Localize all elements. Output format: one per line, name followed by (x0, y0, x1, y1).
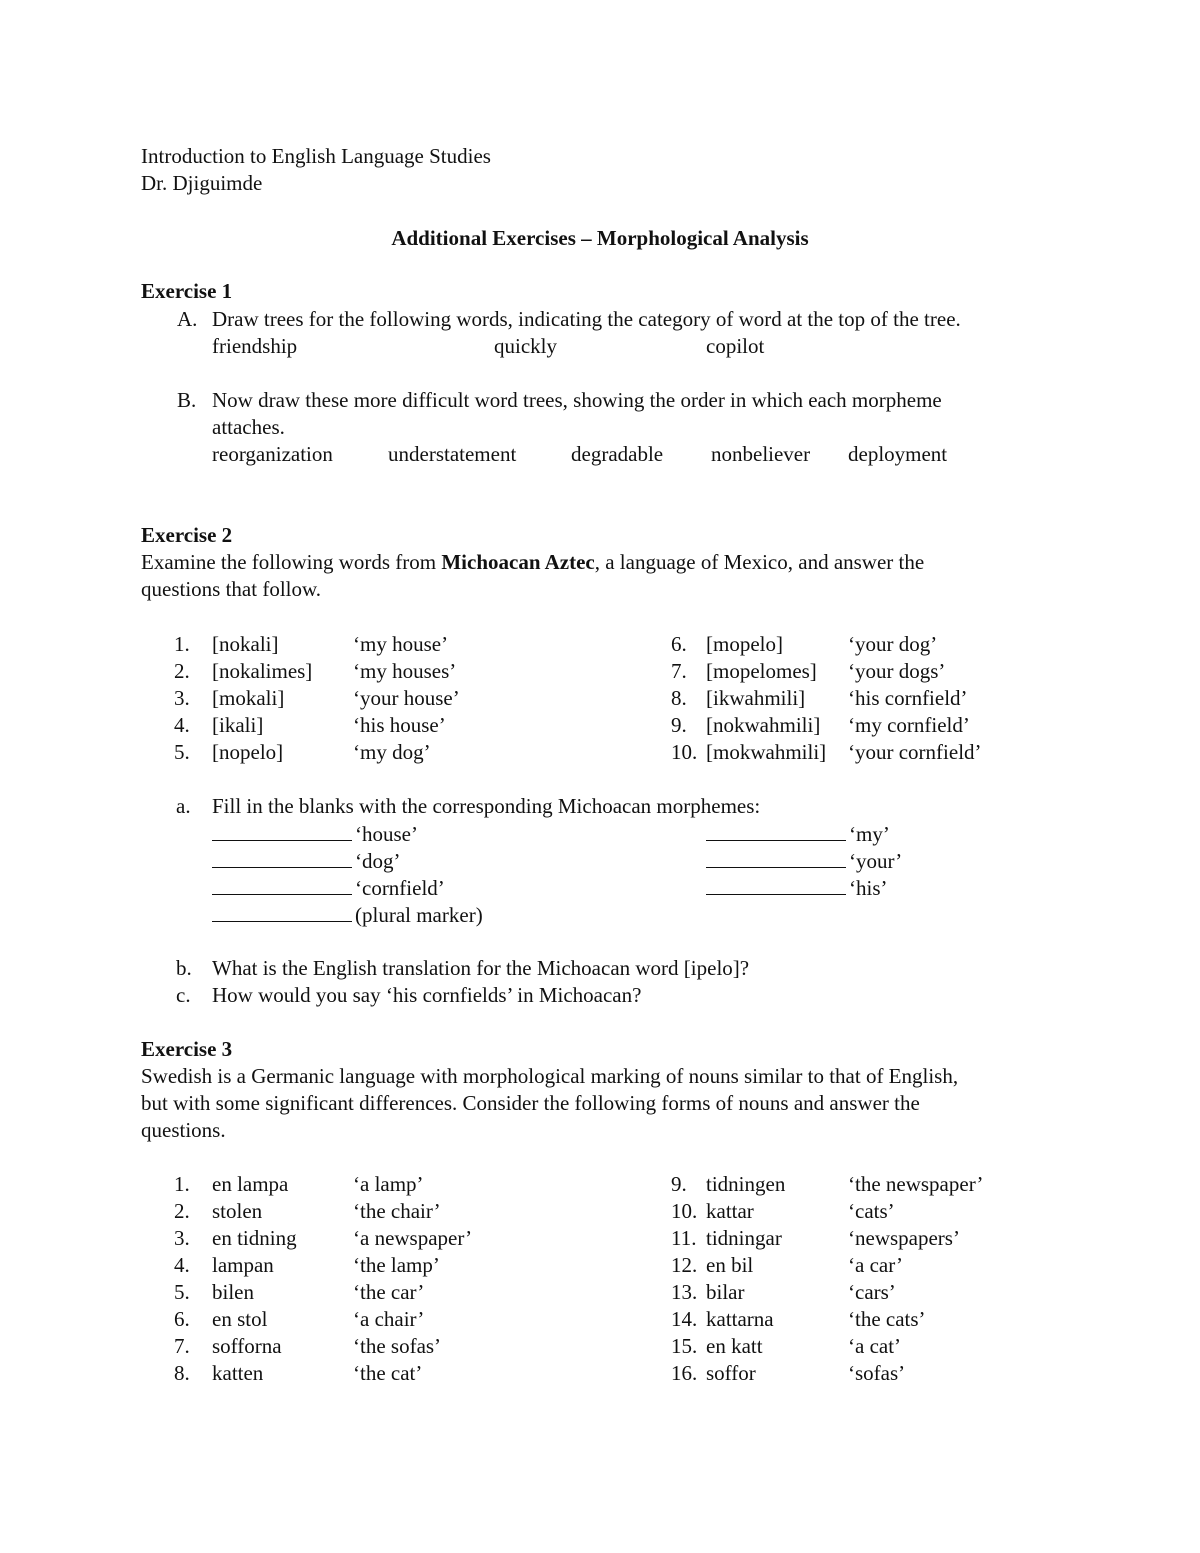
gloss: ‘the car’ (353, 1280, 425, 1304)
swedish-word: lampan (212, 1253, 274, 1277)
aztec-word: [mokali] (212, 686, 285, 710)
gloss: ‘your dogs’ (848, 659, 946, 683)
swedish-word: tidningar (706, 1226, 782, 1250)
swedish-word: katten (212, 1361, 264, 1385)
word-item: friendship (212, 334, 298, 358)
list-number: 7. (671, 659, 687, 683)
list-number: 1. (174, 1172, 190, 1196)
exercise-1-a-instruction: Draw trees for the following words, indicating the category of word at the top of the tree. (212, 307, 961, 331)
gloss: ‘cars’ (848, 1280, 896, 1304)
list-number: 15. (671, 1334, 698, 1358)
gloss: ‘my dog’ (353, 740, 431, 764)
swedish-word: en katt (706, 1334, 763, 1358)
gloss: ‘your cornfield’ (848, 740, 982, 764)
gloss: ‘the newspaper’ (848, 1172, 984, 1196)
swedish-word: en stol (212, 1307, 268, 1331)
aztec-word: [mopelo] (706, 632, 783, 656)
swedish-word: en tidning (212, 1226, 297, 1250)
gloss: ‘the cats’ (848, 1307, 926, 1331)
fill-blank-row: ‘his’ (706, 874, 888, 902)
fill-blank-row: (plural marker) (212, 901, 483, 929)
aztec-word: [ikali] (212, 713, 264, 737)
course-title: Introduction to English Language Studies (141, 144, 491, 168)
exercise-2-heading: Exercise 2 (141, 523, 233, 547)
swedish-word: soffor (706, 1361, 756, 1385)
list-number: 5. (174, 740, 190, 764)
list-number: 10. (671, 740, 698, 764)
list-number: 8. (174, 1361, 190, 1385)
gloss: ‘a cat’ (848, 1334, 902, 1358)
list-number: 4. (174, 713, 190, 737)
list-number: 6. (671, 632, 687, 656)
fill-blank-row: ‘your’ (706, 847, 902, 875)
list-number: 4. (174, 1253, 190, 1277)
gloss: ‘cats’ (848, 1199, 895, 1223)
fill-blank-row: ‘dog’ (212, 847, 401, 875)
list-number: 2. (174, 659, 190, 683)
fill-blank-row: ‘my’ (706, 820, 890, 848)
swedish-word: en lampa (212, 1172, 289, 1196)
exercise-1-b-instruction: Now draw these more difficult word trees, showing the order in which each morpheme (212, 388, 942, 412)
answer-blank[interactable] (706, 847, 846, 868)
word-item: degradable (571, 442, 664, 466)
gloss: ‘a newspaper’ (353, 1226, 473, 1250)
list-number: 9. (671, 1172, 687, 1196)
list-marker: A. (177, 307, 198, 331)
fill-blank-row: ‘house’ (212, 820, 418, 848)
list-number: 2. (174, 1199, 190, 1223)
exercise-2-intro: Examine the following words from Michoacan Aztec, a language of Mexico, and answer the (141, 550, 925, 574)
instructor-name: Dr. Djiguimde (141, 171, 263, 195)
aztec-word: [mokwahmili] (706, 740, 827, 764)
answer-blank[interactable] (706, 820, 846, 841)
list-number: 11. (671, 1226, 697, 1250)
gloss: ‘my cornfield’ (848, 713, 970, 737)
gloss: ‘a car’ (848, 1253, 903, 1277)
list-marker: a. (176, 794, 191, 818)
gloss: ‘a lamp’ (353, 1172, 424, 1196)
list-number: 7. (174, 1334, 190, 1358)
answer-blank[interactable] (212, 874, 352, 895)
answer-blank[interactable] (212, 847, 352, 868)
list-number: 12. (671, 1253, 698, 1277)
list-number: 3. (174, 1226, 190, 1250)
gloss: ‘my houses’ (353, 659, 457, 683)
list-number: 10. (671, 1199, 698, 1223)
gloss: ‘your house’ (353, 686, 460, 710)
aztec-word: [ikwahmili] (706, 686, 806, 710)
aztec-word: [nokali] (212, 632, 279, 656)
aztec-word: [nopelo] (212, 740, 284, 764)
swedish-word: tidningen (706, 1172, 786, 1196)
answer-blank[interactable] (706, 874, 846, 895)
list-number: 6. (174, 1307, 190, 1331)
exercise-1-b-instruction-cont: attaches. (212, 415, 285, 439)
aztec-word: [nokalimes] (212, 659, 313, 683)
word-item: copilot (706, 334, 765, 358)
list-marker: B. (177, 388, 197, 412)
gloss: ‘the cat’ (353, 1361, 423, 1385)
swedish-word: kattarna (706, 1307, 774, 1331)
gloss: ‘the chair’ (353, 1199, 441, 1223)
exercise-2-intro-cont: questions that follow. (141, 577, 322, 601)
exercise-3-intro: Swedish is a Germanic language with morphological marking of nouns similar to that of English, (141, 1064, 959, 1088)
gloss: ‘my house’ (353, 632, 449, 656)
swedish-word: stolen (212, 1199, 263, 1223)
question-a-text: Fill in the blanks with the corresponding Michoacan morphemes: (212, 794, 761, 818)
list-marker: b. (176, 956, 192, 980)
answer-blank[interactable] (212, 901, 352, 922)
swedish-word: bilar (706, 1280, 745, 1304)
swedish-word: bilen (212, 1280, 254, 1304)
list-number: 3. (174, 686, 190, 710)
list-number: 5. (174, 1280, 190, 1304)
language-name: Michoacan Aztec (441, 550, 595, 574)
gloss: ‘a chair’ (353, 1307, 425, 1331)
word-item: quickly (494, 334, 557, 358)
page-title: Additional Exercises – Morphological Analysis (391, 226, 809, 250)
swedish-word: en bil (706, 1253, 754, 1277)
gloss: ‘your dog’ (848, 632, 938, 656)
list-number: 1. (174, 632, 190, 656)
fill-blank-row: ‘cornfield’ (212, 874, 445, 902)
gloss: ‘the sofas’ (353, 1334, 442, 1358)
swedish-word: kattar (706, 1199, 754, 1223)
aztec-word: [nokwahmili] (706, 713, 821, 737)
exercise-1-heading: Exercise 1 (141, 279, 233, 303)
swedish-word: sofforna (212, 1334, 282, 1358)
word-item: nonbeliever (711, 442, 811, 466)
word-item: deployment (848, 442, 948, 466)
gloss: ‘newspapers’ (848, 1226, 960, 1250)
gloss: ‘his cornfield’ (848, 686, 968, 710)
word-item: understatement (388, 442, 517, 466)
list-number: 8. (671, 686, 687, 710)
gloss: ‘the lamp’ (353, 1253, 440, 1277)
gloss: ‘sofas’ (848, 1361, 906, 1385)
list-number: 13. (671, 1280, 698, 1304)
list-number: 9. (671, 713, 687, 737)
exercise-3-intro-cont: questions. (141, 1118, 226, 1142)
answer-blank[interactable] (212, 820, 352, 841)
list-marker: c. (176, 983, 191, 1007)
exercise-3-intro-cont: but with some significant differences. Consider the following forms of nouns and answer the (141, 1091, 920, 1115)
gloss: ‘his house’ (353, 713, 446, 737)
list-number: 16. (671, 1361, 698, 1385)
word-item: reorganization (212, 442, 333, 466)
list-number: 14. (671, 1307, 698, 1331)
aztec-word: [mopelomes] (706, 659, 817, 683)
exercise-3-heading: Exercise 3 (141, 1037, 233, 1061)
question-c-text: How would you say ‘his cornfields’ in Michoacan? (212, 983, 642, 1007)
question-b-text: What is the English translation for the Michoacan word [ipelo]? (212, 956, 750, 980)
